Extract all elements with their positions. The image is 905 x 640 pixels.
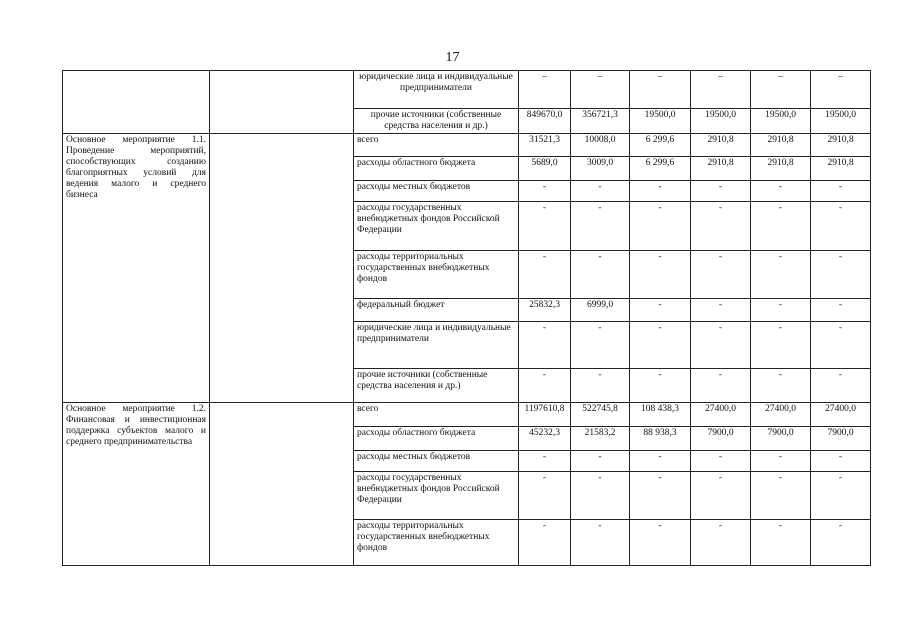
value-cell: 2910,8 xyxy=(811,157,871,181)
value-cell: - xyxy=(691,451,751,472)
value-cell: - xyxy=(519,472,571,520)
value-cell: - xyxy=(751,202,811,251)
value-cell: - xyxy=(571,472,630,520)
value-cell: - xyxy=(630,299,691,322)
value-cell: - xyxy=(811,369,871,403)
value-cell: – xyxy=(519,71,571,109)
value-cell: - xyxy=(691,181,751,202)
value-cell: - xyxy=(811,520,871,566)
value-cell: 27400,0 xyxy=(691,403,751,427)
table-row xyxy=(63,403,871,427)
funding-source-cell: всего xyxy=(354,403,519,427)
value-cell: - xyxy=(811,472,871,520)
value-cell: - xyxy=(751,369,811,403)
value-cell: - xyxy=(811,202,871,251)
value-cell: 6999,0 xyxy=(571,299,630,322)
funding-source-cell: всего xyxy=(354,134,519,157)
value-cell: - xyxy=(691,299,751,322)
funding-source-cell: юридические лица и индивидуальные предприниматели xyxy=(354,71,519,109)
budget-table-body xyxy=(63,71,871,566)
value-cell: - xyxy=(519,520,571,566)
funding-source-cell: прочие источники (собственные средства населения и др.) xyxy=(354,109,519,134)
value-cell: - xyxy=(571,520,630,566)
funding-source-cell: расходы местных бюджетов xyxy=(354,181,519,202)
value-cell: - xyxy=(630,251,691,299)
value-cell: 2910,8 xyxy=(811,134,871,157)
value-cell: - xyxy=(751,251,811,299)
value-cell: 2910,8 xyxy=(691,134,751,157)
value-cell: - xyxy=(519,369,571,403)
value-cell: 27400,0 xyxy=(751,403,811,427)
value-cell: - xyxy=(751,451,811,472)
value-cell: 2910,8 xyxy=(751,157,811,181)
funding-source-cell: расходы местных бюджетов xyxy=(354,451,519,472)
measure-name-cell: Основное мероприятие 1.1. Проведение мероприятий, способствующих созданию благоприятных условий для ведения малого и среднего бизнеса xyxy=(63,134,210,403)
value-cell: - xyxy=(630,322,691,369)
value-cell: 2910,8 xyxy=(751,134,811,157)
value-cell: 19500,0 xyxy=(811,109,871,134)
value-cell: - xyxy=(519,322,571,369)
funding-source-cell: прочие источники (собственные средства населения и др.) xyxy=(354,369,519,403)
value-cell: 5689,0 xyxy=(519,157,571,181)
value-cell: - xyxy=(571,369,630,403)
value-cell: - xyxy=(630,369,691,403)
value-cell: 2910,8 xyxy=(691,157,751,181)
funding-source-cell: юридические лица и индивидуальные предприниматели xyxy=(354,322,519,369)
page-number: 17 xyxy=(445,50,460,65)
value-cell: - xyxy=(571,451,630,472)
value-cell: 25832,3 xyxy=(519,299,571,322)
value-cell: – xyxy=(691,71,751,109)
table-row xyxy=(63,71,871,109)
value-cell: 88 938,3 xyxy=(630,427,691,451)
value-cell: - xyxy=(811,299,871,322)
value-cell: - xyxy=(811,251,871,299)
value-cell: 6 299,6 xyxy=(630,157,691,181)
funding-source-cell: расходы территориальных государственных внебюджетных фондов xyxy=(354,520,519,566)
value-cell: 45232,3 xyxy=(519,427,571,451)
value-cell: 7900,0 xyxy=(811,427,871,451)
value-cell: 19500,0 xyxy=(691,109,751,134)
value-cell: 21583,2 xyxy=(571,427,630,451)
value-cell: - xyxy=(571,202,630,251)
value-cell: - xyxy=(811,322,871,369)
executor-cell xyxy=(210,134,354,403)
value-cell: - xyxy=(519,181,571,202)
executor-cell xyxy=(210,403,354,566)
value-cell: – xyxy=(630,71,691,109)
value-cell: - xyxy=(519,451,571,472)
funding-source-cell: федеральный бюджет xyxy=(354,299,519,322)
value-cell: – xyxy=(811,71,871,109)
value-cell: - xyxy=(630,202,691,251)
value-cell: - xyxy=(751,520,811,566)
value-cell: - xyxy=(571,251,630,299)
value-cell: 19500,0 xyxy=(751,109,811,134)
value-cell: - xyxy=(691,202,751,251)
budget-table xyxy=(62,70,871,566)
value-cell: 3009,0 xyxy=(571,157,630,181)
table-row xyxy=(63,134,871,157)
value-cell: - xyxy=(691,369,751,403)
value-cell: - xyxy=(811,451,871,472)
funding-source-cell: расходы государственных внебюджетных фондов Российской Федерации xyxy=(354,202,519,251)
value-cell: - xyxy=(751,472,811,520)
value-cell: 31521,3 xyxy=(519,134,571,157)
value-cell: - xyxy=(519,202,571,251)
value-cell: 849670,0 xyxy=(519,109,571,134)
value-cell: 7900,0 xyxy=(751,427,811,451)
value-cell: - xyxy=(691,251,751,299)
value-cell: 108 438,3 xyxy=(630,403,691,427)
value-cell: 10008,0 xyxy=(571,134,630,157)
value-cell: - xyxy=(691,520,751,566)
value-cell: 1197610,8 xyxy=(519,403,571,427)
measure-name-cell xyxy=(63,71,210,134)
value-cell: - xyxy=(811,181,871,202)
value-cell: - xyxy=(571,322,630,369)
value-cell: - xyxy=(571,181,630,202)
value-cell: 7900,0 xyxy=(691,427,751,451)
value-cell: - xyxy=(630,520,691,566)
value-cell: – xyxy=(751,71,811,109)
value-cell: 27400,0 xyxy=(811,403,871,427)
value-cell: - xyxy=(751,181,811,202)
funding-source-cell: расходы государственных внебюджетных фондов Российской Федерации xyxy=(354,472,519,520)
value-cell: - xyxy=(751,299,811,322)
value-cell: - xyxy=(691,472,751,520)
value-cell: - xyxy=(691,322,751,369)
value-cell: - xyxy=(630,181,691,202)
measure-name-cell: Основное мероприятие 1.2. Финансовая и инвестиционная поддержка субъектов малого и среднего предпринимательства xyxy=(63,403,210,566)
executor-cell xyxy=(210,71,354,134)
funding-source-cell: расходы областного бюджета xyxy=(354,427,519,451)
value-cell: - xyxy=(519,251,571,299)
value-cell: 356721,3 xyxy=(571,109,630,134)
funding-source-cell: расходы территориальных государственных внебюджетных фондов xyxy=(354,251,519,299)
value-cell: – xyxy=(571,71,630,109)
value-cell: 6 299,6 xyxy=(630,134,691,157)
value-cell: - xyxy=(630,472,691,520)
value-cell: - xyxy=(630,451,691,472)
funding-source-cell: расходы областного бюджета xyxy=(354,157,519,181)
value-cell: 19500,0 xyxy=(630,109,691,134)
value-cell: 522745,8 xyxy=(571,403,630,427)
value-cell: - xyxy=(751,322,811,369)
